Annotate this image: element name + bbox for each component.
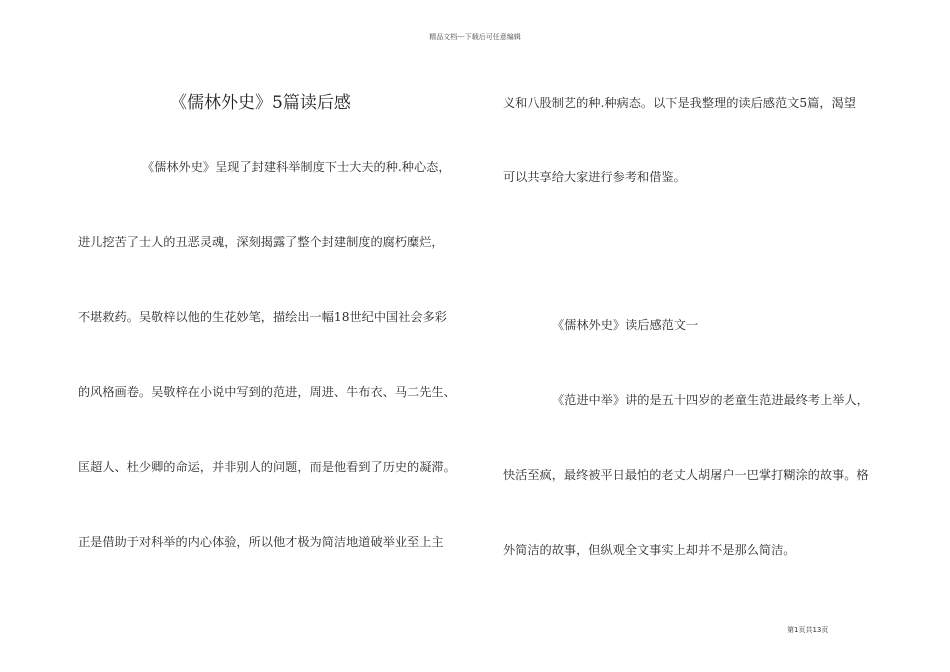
right-column-line: 可以共享给大家进行参考和借鉴。 <box>503 170 686 184</box>
page-number: 第1页共13页 <box>787 626 829 634</box>
left-column-line: 匡超人、杜少卿的命运，并非别人的问题，而是他看到了历史的凝滞。 <box>78 460 456 474</box>
left-column-line: 不堪救药。吴敬梓以他的生花妙笔，描绘出一幅18世纪中国社会多彩 <box>78 310 447 324</box>
page-header: 精品文档---下载后可任意编辑 <box>429 33 521 41</box>
left-column-line: 正是借助于对科举的内心体验，所以他才极为简洁地道破举业至上主 <box>78 535 444 549</box>
document-title: 《儒林外史》5篇读后感 <box>170 93 351 113</box>
right-column-line: 外简洁的故事，但纵观全文事实上却并不是那么简洁。 <box>503 543 796 557</box>
right-column-line: 快活至疯，最终被平日最怕的老丈人胡屠户一巴掌打糊涂的故事。格 <box>503 468 869 482</box>
right-column-line: 《范进中举》讲的是五十四岁的老童生范进最终考上举人， <box>552 393 869 407</box>
left-column-line: 的风格画卷。吴敬梓在小说中写到的范进，周进、牛布衣、马二先生、 <box>78 385 456 399</box>
right-column-line: 义和八股制艺的种.种病态。以下是我整理的读后感范文5篇，渴望 <box>503 96 856 110</box>
left-column-line: 进儿挖苦了士人的丑恶灵魂，深刻揭露了整个封建制度的腐朽糜烂， <box>78 235 444 249</box>
left-column-line: 《儒林外史》呈现了封建科举制度下士大夫的种.种心态， <box>142 160 451 174</box>
section-heading: 《儒林外史》读后感范文一 <box>552 318 699 332</box>
